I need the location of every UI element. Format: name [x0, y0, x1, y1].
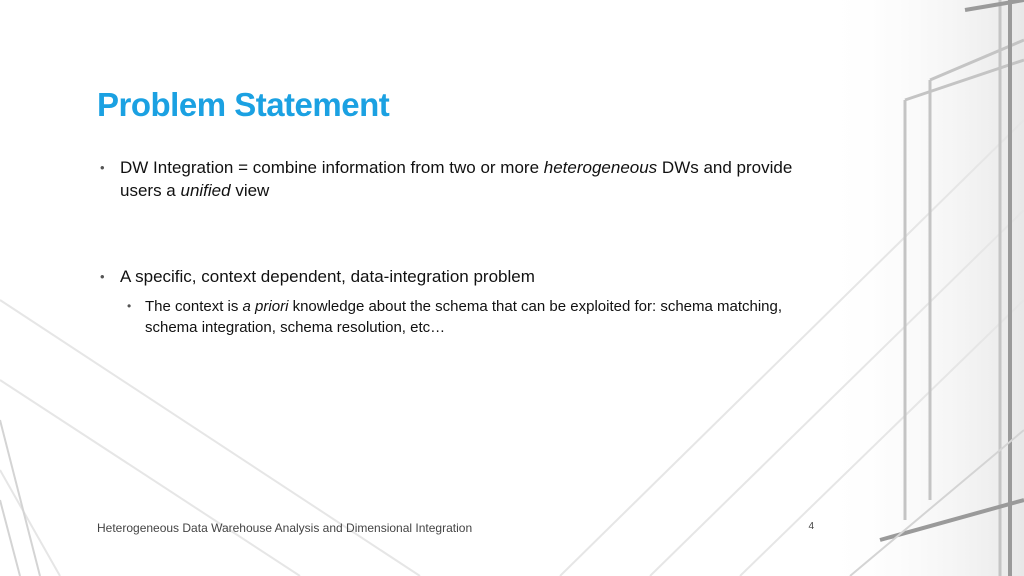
- sub-bullet-text-part: knowledge about the schema that can be exploited for: schema matching, schema integration, schema resolution, etc…: [145, 298, 783, 336]
- bullet-text-emphasis: heterogeneous: [543, 158, 658, 177]
- sub-bullet-text-emphasis: a priori: [242, 298, 289, 315]
- sub-bullet-text-part: The context is: [145, 298, 243, 315]
- bullet-text: A specific, context dependent, data-integration problem: [120, 267, 535, 286]
- bullet-text-emphasis: unified: [180, 181, 231, 200]
- bullet-item-dw-integration: [100, 156, 800, 202]
- page-number: 4: [808, 521, 814, 532]
- slide-footer: Heterogeneous Data Warehouse Analysis and Dimensional Integration: [97, 521, 473, 535]
- bullet-icon: •: [100, 269, 105, 284]
- sub-bullet-icon: •: [127, 299, 132, 313]
- bullet-item-context-problem: [100, 265, 800, 288]
- slide-content: [100, 156, 800, 338]
- bullet-text-part: DW Integration = combine information from two or more: [120, 158, 544, 177]
- bullet-text-part: DWs and provide users a: [120, 158, 793, 200]
- sub-bullet-item-context: [127, 296, 800, 338]
- slide-title: Problem Statement: [97, 86, 390, 123]
- bullet-icon: •: [100, 160, 105, 175]
- bullet-text-part: view: [230, 181, 270, 200]
